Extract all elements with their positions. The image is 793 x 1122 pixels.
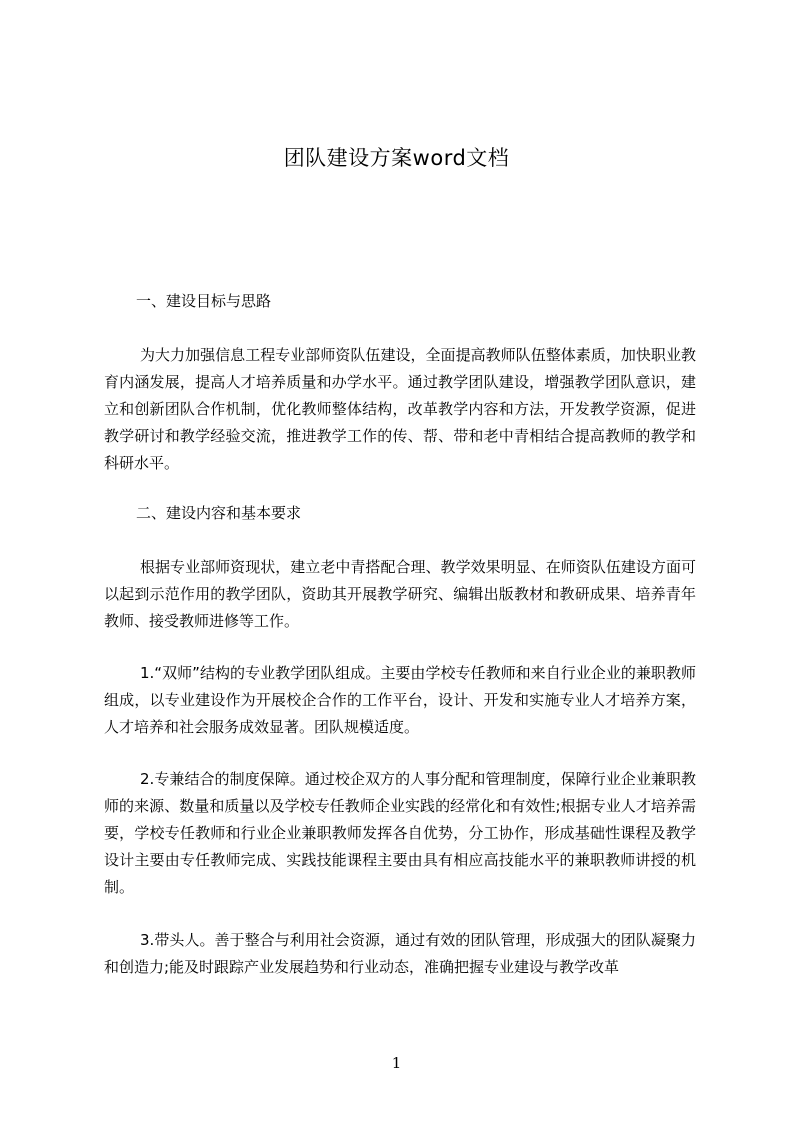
document-title: 团队建设方案word文档 bbox=[283, 146, 510, 170]
section-heading-2: 二、建设内容和基本要求 bbox=[136, 504, 302, 522]
paragraph-2: 根据专业部师资现状，建立老中青搭配合理、教学效果明显、在师资队伍建设方面可以起到示范作用的教学团队，资助其开展教学研究、编辑出版教材和教研成果、培养青年教师、接受教师进修等工作。 bbox=[104, 558, 696, 630]
paragraph-5: 3.带头人。善于整合与利用社会资源，通过有效的团队管理，形成强大的团队凝聚力和创造力;能及时跟踪产业发展趋势和行业动态，准确把握专业建设与教学改革 bbox=[104, 931, 696, 976]
paragraph-1: 为大力加强信息工程专业部师资队伍建设，全面提高教师队伍整体素质，加快职业教育内涵发展，提高人才培养质量和办学水平。通过教学团队建设，增强教学团队意识，建立和创新团队合作机制，优化教师整体结构，改革教学内容和方法，开发教学资源，促进教学研讨和教学经验交流，推进教学工作的传、帮、带和老中青相结合提高教师的教学和科研水平。 bbox=[104, 346, 696, 472]
paragraph-3: 1.“双师”结构的专业教学团队组成。主要由学校专任教师和来自行业企业的兼职教师组成，以专业建设作为开展校企合作的工作平台，设计、开发和实施专业人才培养方案，人才培养和社会服务成效显著。团队规模适度。 bbox=[104, 664, 696, 736]
page-number: 1 bbox=[391, 1054, 402, 1072]
paragraph-4: 2.专兼结合的制度保障。通过校企双方的人事分配和管理制度，保障行业企业兼职教师的来源、数量和质量以及学校专任教师企业实践的经常化和有效性;根据专业人才培养需要，学校专任教师和行业企业兼职教师发挥各自优势，分工协作，形成基础性课程及教学设计主要由专任教师完成、实践技能课程主要由具有相应高技能水平的兼职教师讲授的机制。 bbox=[104, 770, 696, 896]
section-heading-1: 一、建设目标与思路 bbox=[136, 292, 272, 310]
